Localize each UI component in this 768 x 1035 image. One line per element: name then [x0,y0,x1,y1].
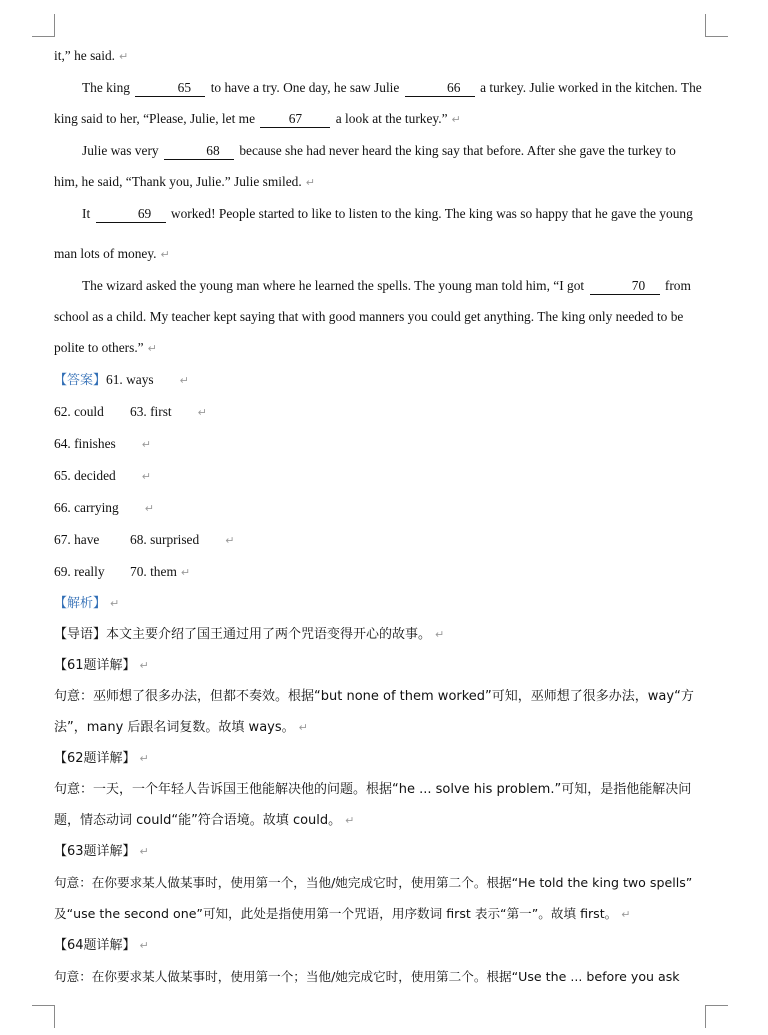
passage-line: man lots of money. ↵ [54,246,170,261]
analysis-intro: 【导语】本文主要介绍了国王通过用了两个咒语变得开心的故事。 ↵ [54,627,445,642]
page-corner-bottom-right [705,1005,728,1028]
paragraph-mark-icon: ↵ [179,374,189,387]
question-62-line: 句意：一天，一个年轻人告诉国王他能解决他的问题。根据“he ... solve his problem.”可知，是指他能解决问 [54,782,692,797]
paragraph-mark-icon: ↵ [139,752,149,765]
paragraph-mark-icon: ↵ [144,502,154,515]
blank-69: 69 [96,206,166,223]
question-62-line: 题，情态动词 could“能”符合语境。故填 could。 ↵ [54,813,355,828]
paragraph-mark-icon: ↵ [197,406,207,419]
paragraph-mark-icon: ↵ [139,659,149,672]
paragraph-mark-icon: ↵ [160,248,170,261]
question-63-line: 句意：在你要求某人做某事时，使用第一个，当他/她完成它时，使用第二个。根据“He told the king two spells” [54,875,693,890]
page-corner-top-right [705,14,728,37]
paragraph-mark-icon: ↵ [118,50,129,63]
paragraph-mark-icon: ↵ [139,939,149,952]
paragraph-mark-icon: ↵ [147,342,157,355]
paragraph-mark-icon: ↵ [110,597,120,610]
passage-paragraph-65: The king 65 to have a try. One day, he saw Julie 66 a turkey. Julie worked in the kitchen. The [82,80,702,95]
answers-row: 【答案】61. ways ↵ [54,372,189,388]
question-64-title: 【64题详解】 ↵ [54,938,149,953]
passage-line: it,” he said. ↵ [54,48,129,63]
answers-row: 65. decided ↵ [54,468,151,483]
paragraph-mark-icon: ↵ [139,845,149,858]
blank-65: 65 [135,80,205,97]
paragraph-mark-icon: ↵ [180,566,191,579]
answers-row: 64. finishes ↵ [54,436,151,451]
question-64-line: 句意：在你要求某人做某事时，使用第一个；当他/她完成它时，使用第二个。根据“Use the ... before you ask [54,969,680,984]
passage-paragraph-69: It 69 worked! People started to like to listen to the king. The king was so happy that he gave the young [82,206,693,221]
document-page[interactable] [54,40,706,992]
blank-70: 70 [590,278,660,295]
answers-label: 【答案】 [54,373,107,388]
passage-line: polite to others.” ↵ [54,340,157,355]
paragraph-mark-icon: ↵ [141,470,151,483]
answers-row: 69. really 70. them ↵ [54,564,191,579]
paragraph-mark-icon: ↵ [345,814,355,827]
passage-line: him, he said, “Thank you, Julie.” Julie smiled. ↵ [54,174,315,189]
answers-row: 62. could 63. first ↵ [54,404,207,419]
paragraph-mark-icon: ↵ [225,534,235,547]
question-62-title: 【62题详解】 ↵ [54,751,149,766]
paragraph-mark-icon: ↵ [435,628,445,641]
passage-line: king said to her, “Please, Julie, let me 67 a look at the turkey.” ↵ [54,111,461,126]
answers-row: 67. have 68. surprised ↵ [54,532,235,547]
question-61-line: 法”，many 后跟名词复数。故填 ways。 ↵ [54,720,308,735]
paragraph-mark-icon: ↵ [141,438,151,451]
analysis-label: 【解析】 ↵ [54,596,120,611]
page-corner-top-left [32,14,55,37]
answers-row: 66. carrying ↵ [54,500,154,515]
page-corner-bottom-left [32,1005,55,1028]
blank-68: 68 [164,143,234,160]
paragraph-mark-icon: ↵ [451,113,461,126]
question-61-line: 句意：巫师想了很多办法，但都不奏效。根据“but none of them worked”可知，巫师想了很多办法，way“方 [54,689,694,704]
paragraph-mark-icon: ↵ [305,176,315,189]
passage-paragraph-70: The wizard asked the young man where he learned the spells. The young man told him, “I got 70 from [82,278,691,293]
question-61-title: 【61题详解】 ↵ [54,658,149,673]
passage-line: school as a child. My teacher kept saying that with good manners you could get anything. The king only needed to be [54,309,684,324]
question-63-line: 及“use the second one”可知，此处是指使用第一个咒语，用序数词 first 表示“第一”。故填 first。 ↵ [54,906,631,921]
question-63-title: 【63题详解】 ↵ [54,844,149,859]
blank-66: 66 [405,80,475,97]
passage-paragraph-68: Julie was very 68 because she had never heard the king say that before. After she gave the turkey to [82,143,676,158]
paragraph-mark-icon: ↵ [621,908,631,921]
paragraph-mark-icon: ↵ [298,721,308,734]
blank-67: 67 [260,111,330,128]
